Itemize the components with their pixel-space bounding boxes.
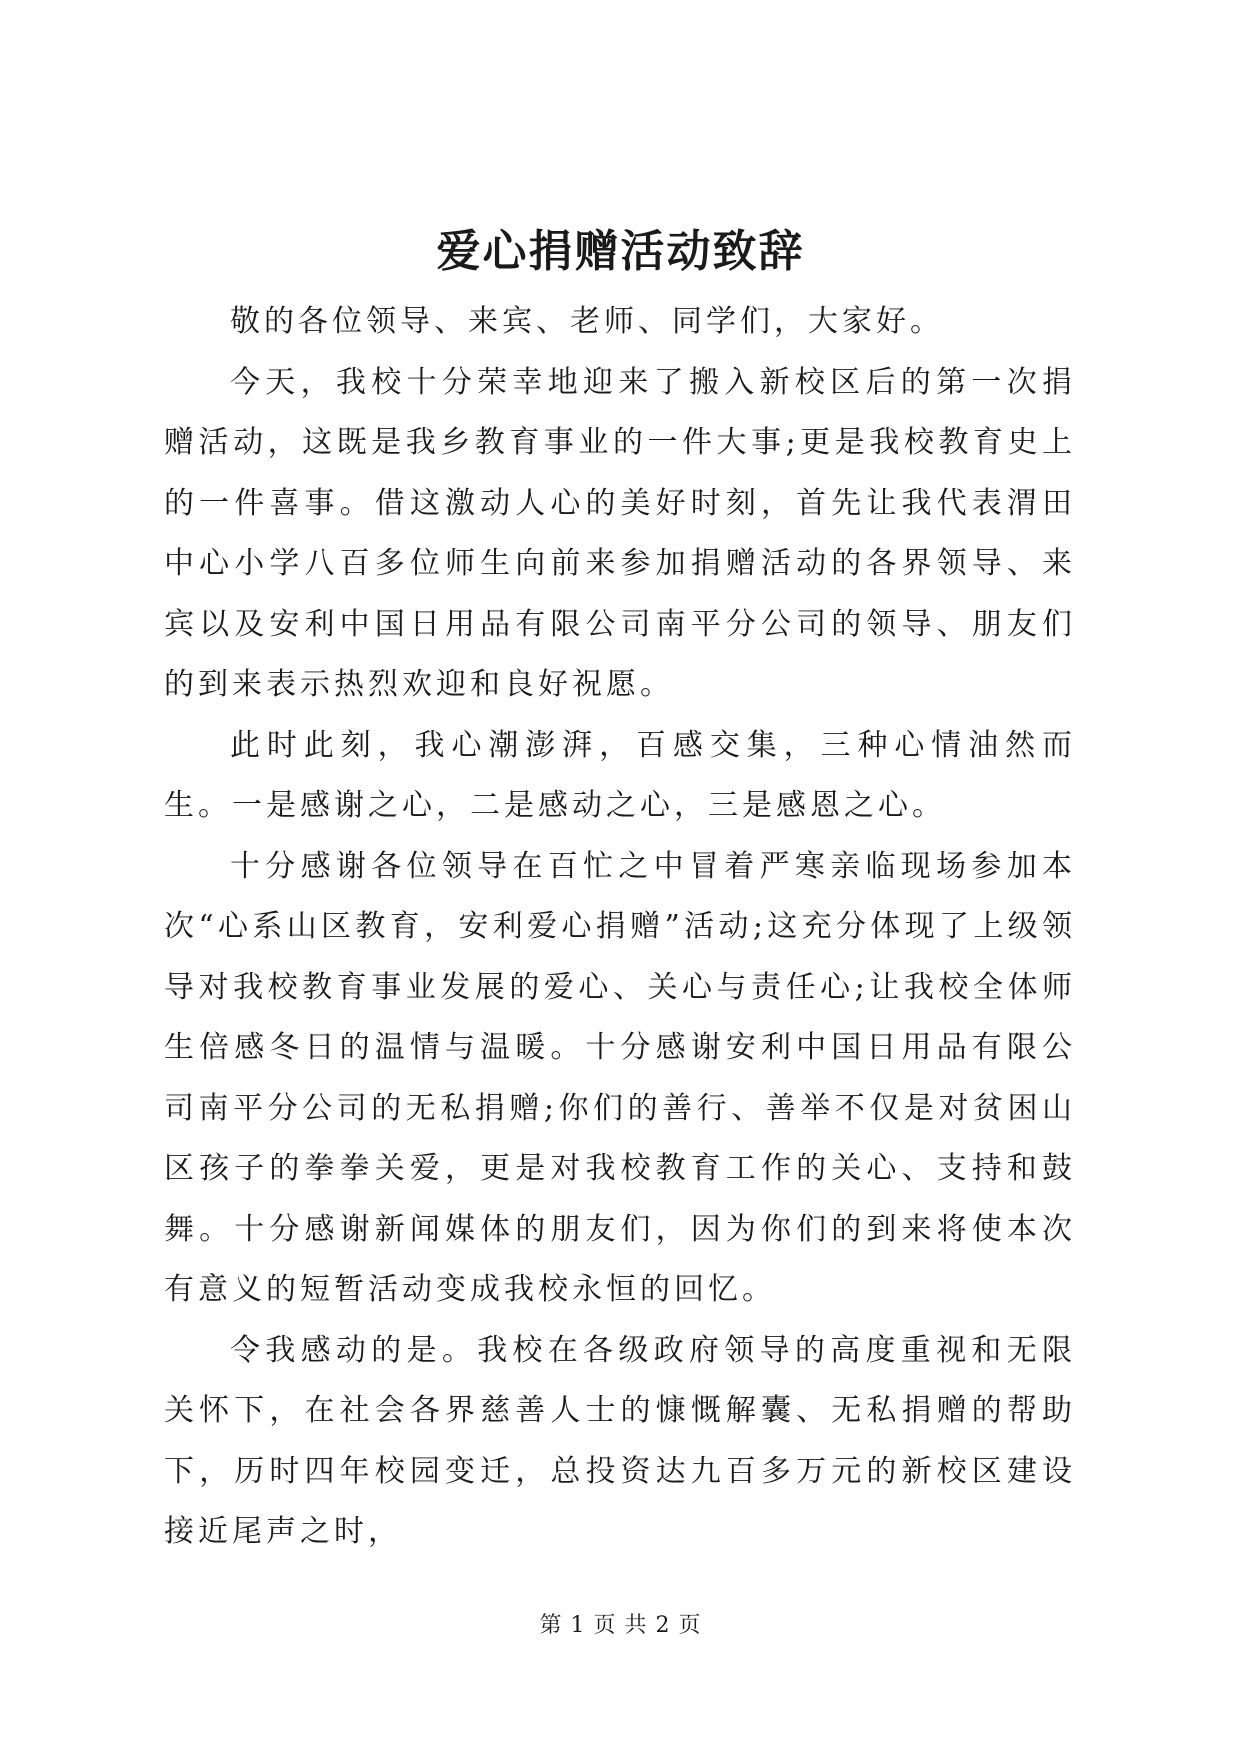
document-body	[164, 292, 1076, 1563]
paragraph-greeting: 敬的各位领导、来宾、老师、同学们，大家好。	[230, 304, 944, 339]
page-number-footer: 第 1 页 共 2 页	[539, 1613, 702, 1638]
paragraph-moved: 令我感动的是。我校在各级政府领导的高度重视和无限关怀下，在社会各界慈善人士的慷慨解囊、无私捐赠的帮助下，历时四年校园变迁，总投资达九百多万元的新校区建设接近尾声之时，	[164, 1332, 1076, 1549]
paragraph-gratitude: 十分感谢各位领导在百忙之中冒着严寒亲临现场参加本次“心系山区教育，安利爱心捐赠”活动;这充分体现了上级领导对我校教育事业发展的爱心、关心与责任心;让我校全体师生倍感冬日的温情与温暖。十分感谢安利中国日用品有限公司南平分公司的无私捐赠;你们的善行、善举不仅是对贫困山区孩子的拳拳关爱，更是对我校教育工作的关心、支持和鼓舞。十分感谢新闻媒体的朋友们，因为你们的到来将使本次有意义的短暂活动变成我校永恒的回忆。	[164, 848, 1076, 1307]
paragraph-welcome: 今天，我校十分荣幸地迎来了搬入新校区后的第一次捐赠活动，这既是我乡教育事业的一件大事;更是我校教育史上的一件喜事。借这激动人心的美好时刻，首先让我代表渭田中心小学八百多位师生向前来参加捐赠活动的各界领导、来宾以及安利中国日用品有限公司南平分公司的领导、朋友们的到来表示热烈欢迎和良好祝愿。	[164, 364, 1076, 702]
document-title: 爱心捐赠活动致辞	[436, 226, 805, 277]
paragraph-feelings: 此时此刻，我心潮澎湃，百感交集，三种心情油然而生。一是感谢之心，二是感动之心，三是感恩之心。	[164, 727, 1076, 823]
